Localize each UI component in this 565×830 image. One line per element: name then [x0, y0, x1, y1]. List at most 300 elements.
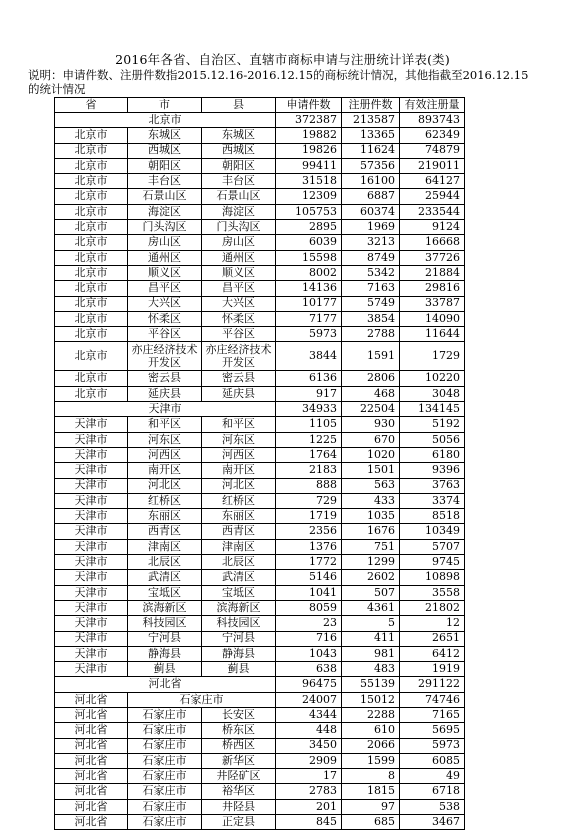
- registrations-cell: 3854: [342, 311, 400, 326]
- province-cell: 天津市: [55, 524, 128, 539]
- province-cell: 北京市: [55, 296, 128, 311]
- province-cell: 河北省: [55, 815, 128, 830]
- applications-cell: 372387: [276, 113, 342, 128]
- table-row: [55, 784, 465, 799]
- city-cell: 静海县: [128, 646, 202, 661]
- registrations-cell: 97: [342, 799, 400, 814]
- county-cell: 长安区: [202, 707, 276, 722]
- city-cell: 门头沟区: [128, 220, 202, 235]
- registrations-cell: 1676: [342, 524, 400, 539]
- registrations-cell: 1591: [342, 342, 400, 371]
- table-row: [55, 478, 465, 493]
- province-cell: 北京市: [55, 250, 128, 265]
- table-row: [55, 311, 465, 326]
- city-cell: 石家庄市: [128, 707, 202, 722]
- valid-registrations-cell: 10898: [400, 570, 465, 585]
- table-row: [55, 143, 465, 158]
- province-cell: 天津市: [55, 509, 128, 524]
- city-cell: 亦庄经济技术开发区: [128, 342, 202, 371]
- valid-registrations-cell: 219011: [400, 158, 465, 173]
- city-cell: 石景山区: [128, 189, 202, 204]
- valid-registrations-cell: 29816: [400, 281, 465, 296]
- table-row: [55, 616, 465, 631]
- city-cell: 石家庄市: [128, 784, 202, 799]
- registrations-cell: 8749: [342, 250, 400, 265]
- applications-cell: 5973: [276, 327, 342, 342]
- province-cell: 天津市: [55, 600, 128, 615]
- table-row: [55, 447, 465, 462]
- city-cell: 滨海新区: [128, 600, 202, 615]
- registrations-cell: 751: [342, 539, 400, 554]
- registrations-cell: 2602: [342, 570, 400, 585]
- subtotal-label: 石家庄市: [128, 692, 276, 707]
- county-cell: 东丽区: [202, 509, 276, 524]
- table-row: [55, 509, 465, 524]
- valid-registrations-cell: 9124: [400, 220, 465, 235]
- province-cell: 天津市: [55, 616, 128, 631]
- city-cell: 科技园区: [128, 616, 202, 631]
- valid-registrations-cell: 25944: [400, 189, 465, 204]
- table-row: [55, 677, 465, 692]
- province-cell: 北京市: [55, 174, 128, 189]
- city-cell: 石家庄市: [128, 753, 202, 768]
- valid-registrations-cell: 6412: [400, 646, 465, 661]
- valid-registrations-cell: 2651: [400, 631, 465, 646]
- city-cell: 红桥区: [128, 493, 202, 508]
- applications-cell: 1376: [276, 539, 342, 554]
- valid-registrations-cell: 62349: [400, 128, 465, 143]
- county-cell: 正定县: [202, 815, 276, 830]
- applications-cell: 34933: [276, 402, 342, 417]
- province-cell: 天津市: [55, 631, 128, 646]
- valid-registrations-cell: 6180: [400, 447, 465, 462]
- applications-cell: 3844: [276, 342, 342, 371]
- table-row: [55, 600, 465, 615]
- county-cell: 东城区: [202, 128, 276, 143]
- county-cell: 津南区: [202, 539, 276, 554]
- county-cell: 西青区: [202, 524, 276, 539]
- applications-cell: 14136: [276, 281, 342, 296]
- registrations-cell: 15012: [342, 692, 400, 707]
- county-cell: 静海县: [202, 646, 276, 661]
- city-cell: 南开区: [128, 463, 202, 478]
- valid-registrations-cell: 21884: [400, 265, 465, 280]
- province-cell: 河北省: [55, 753, 128, 768]
- province-cell: 河北省: [55, 707, 128, 722]
- province-cell: 河北省: [55, 692, 128, 707]
- city-cell: 和平区: [128, 417, 202, 432]
- province-cell: 天津市: [55, 463, 128, 478]
- valid-registrations-cell: 3558: [400, 585, 465, 600]
- table-row: [55, 174, 465, 189]
- city-cell: 宝坻区: [128, 585, 202, 600]
- applications-cell: 2909: [276, 753, 342, 768]
- valid-registrations-cell: 37726: [400, 250, 465, 265]
- registrations-cell: 1501: [342, 463, 400, 478]
- county-cell: 海淀区: [202, 204, 276, 219]
- city-cell: 通州区: [128, 250, 202, 265]
- province-cell: 天津市: [55, 493, 128, 508]
- applications-cell: 23: [276, 616, 342, 631]
- applications-cell: 1719: [276, 509, 342, 524]
- table-row: [55, 281, 465, 296]
- county-cell: 和平区: [202, 417, 276, 432]
- registrations-cell: 507: [342, 585, 400, 600]
- county-cell: 平谷区: [202, 327, 276, 342]
- applications-cell: 19882: [276, 128, 342, 143]
- city-cell: 顺义区: [128, 265, 202, 280]
- table-row: [55, 327, 465, 342]
- county-cell: 桥西区: [202, 738, 276, 753]
- valid-registrations-cell: 5973: [400, 738, 465, 753]
- applications-cell: 2356: [276, 524, 342, 539]
- valid-registrations-cell: 33787: [400, 296, 465, 311]
- valid-registrations-cell: 1729: [400, 342, 465, 371]
- province-cell: 北京市: [55, 204, 128, 219]
- city-cell: 北辰区: [128, 555, 202, 570]
- county-cell: 朝阳区: [202, 158, 276, 173]
- applications-cell: 1772: [276, 555, 342, 570]
- valid-registrations-cell: 3763: [400, 478, 465, 493]
- city-cell: 河北区: [128, 478, 202, 493]
- registrations-cell: 2288: [342, 707, 400, 722]
- valid-registrations-cell: 233544: [400, 204, 465, 219]
- applications-cell: 15598: [276, 250, 342, 265]
- valid-registrations-cell: 9745: [400, 555, 465, 570]
- applications-cell: 1041: [276, 585, 342, 600]
- table-row: [55, 296, 465, 311]
- applications-cell: 105753: [276, 204, 342, 219]
- applications-cell: 2183: [276, 463, 342, 478]
- registrations-cell: 1299: [342, 555, 400, 570]
- registrations-cell: 7163: [342, 281, 400, 296]
- province-cell: 河北省: [55, 799, 128, 814]
- city-cell: 平谷区: [128, 327, 202, 342]
- table-row: [55, 707, 465, 722]
- registrations-cell: 2806: [342, 371, 400, 386]
- table-row: [55, 402, 465, 417]
- county-cell: 武清区: [202, 570, 276, 585]
- valid-registrations-cell: 3467: [400, 815, 465, 830]
- table-row: [55, 113, 465, 128]
- header-city: 市: [128, 98, 202, 113]
- county-cell: 石景山区: [202, 189, 276, 204]
- subtotal-label: 天津市: [55, 402, 276, 417]
- city-cell: 西青区: [128, 524, 202, 539]
- header-registrations: 注册件数: [342, 98, 400, 113]
- page-title: 2016年各省、自治区、直辖市商标申请与注册统计详表(类): [115, 52, 450, 67]
- registrations-cell: 5: [342, 616, 400, 631]
- registrations-cell: 16100: [342, 174, 400, 189]
- table-row: [55, 692, 465, 707]
- city-cell: 石家庄市: [128, 738, 202, 753]
- registrations-cell: 411: [342, 631, 400, 646]
- valid-registrations-cell: 5707: [400, 539, 465, 554]
- city-cell: 石家庄市: [128, 815, 202, 830]
- registrations-cell: 60374: [342, 204, 400, 219]
- county-cell: 北辰区: [202, 555, 276, 570]
- registrations-cell: 2066: [342, 738, 400, 753]
- county-cell: 亦庄经济技术开发区: [202, 342, 276, 371]
- city-cell: 蓟县: [128, 662, 202, 677]
- applications-cell: 638: [276, 662, 342, 677]
- city-cell: 西城区: [128, 143, 202, 158]
- subtotal-label: 河北省: [55, 677, 276, 692]
- registrations-cell: 3213: [342, 235, 400, 250]
- applications-cell: 1225: [276, 432, 342, 447]
- province-cell: 天津市: [55, 478, 128, 493]
- registrations-cell: 685: [342, 815, 400, 830]
- registrations-cell: 610: [342, 723, 400, 738]
- applications-cell: 31518: [276, 174, 342, 189]
- county-cell: 科技园区: [202, 616, 276, 631]
- county-cell: 河西区: [202, 447, 276, 462]
- applications-cell: 12309: [276, 189, 342, 204]
- city-cell: 石家庄市: [128, 769, 202, 784]
- registrations-cell: 213587: [342, 113, 400, 128]
- valid-registrations-cell: 1919: [400, 662, 465, 677]
- registrations-cell: 4361: [342, 600, 400, 615]
- city-cell: 昌平区: [128, 281, 202, 296]
- city-cell: 延庆县: [128, 386, 202, 401]
- table-row: [55, 493, 465, 508]
- county-cell: 房山区: [202, 235, 276, 250]
- county-cell: 井陉矿区: [202, 769, 276, 784]
- province-cell: 河北省: [55, 784, 128, 799]
- registrations-cell: 5749: [342, 296, 400, 311]
- table-row: [55, 539, 465, 554]
- city-cell: 怀柔区: [128, 311, 202, 326]
- province-cell: 北京市: [55, 189, 128, 204]
- city-cell: 武清区: [128, 570, 202, 585]
- table-row: [55, 250, 465, 265]
- applications-cell: 8002: [276, 265, 342, 280]
- registrations-cell: 433: [342, 493, 400, 508]
- province-cell: 天津市: [55, 662, 128, 677]
- applications-cell: 1105: [276, 417, 342, 432]
- registrations-cell: 55139: [342, 677, 400, 692]
- county-cell: 西城区: [202, 143, 276, 158]
- province-cell: 北京市: [55, 281, 128, 296]
- valid-registrations-cell: 291122: [400, 677, 465, 692]
- province-cell: 北京市: [55, 128, 128, 143]
- province-cell: 天津市: [55, 447, 128, 462]
- county-cell: 井陉县: [202, 799, 276, 814]
- applications-cell: 96475: [276, 677, 342, 692]
- county-cell: 桥东区: [202, 723, 276, 738]
- table-row: [55, 738, 465, 753]
- province-cell: 北京市: [55, 311, 128, 326]
- table-row: [55, 646, 465, 661]
- province-cell: 天津市: [55, 585, 128, 600]
- province-cell: 北京市: [55, 386, 128, 401]
- valid-registrations-cell: 6718: [400, 784, 465, 799]
- registrations-cell: 2788: [342, 327, 400, 342]
- county-cell: 密云县: [202, 371, 276, 386]
- header-applications: 申请件数: [276, 98, 342, 113]
- table-row: [55, 723, 465, 738]
- valid-registrations-cell: 3374: [400, 493, 465, 508]
- province-cell: 河北省: [55, 738, 128, 753]
- county-cell: 大兴区: [202, 296, 276, 311]
- trademark-stats-table: [54, 97, 465, 830]
- city-cell: 房山区: [128, 235, 202, 250]
- city-cell: 密云县: [128, 371, 202, 386]
- province-cell: 北京市: [55, 327, 128, 342]
- city-cell: 东城区: [128, 128, 202, 143]
- table-row: [55, 204, 465, 219]
- valid-registrations-cell: 74746: [400, 692, 465, 707]
- applications-cell: 6039: [276, 235, 342, 250]
- table-row: [55, 570, 465, 585]
- county-cell: 延庆县: [202, 386, 276, 401]
- province-cell: 北京市: [55, 220, 128, 235]
- valid-registrations-cell: 64127: [400, 174, 465, 189]
- valid-registrations-cell: 8518: [400, 509, 465, 524]
- valid-registrations-cell: 21802: [400, 600, 465, 615]
- county-cell: 南开区: [202, 463, 276, 478]
- valid-registrations-cell: 6085: [400, 753, 465, 768]
- table-row: [55, 417, 465, 432]
- city-cell: 河东区: [128, 432, 202, 447]
- table-row: [55, 815, 465, 830]
- city-cell: 东丽区: [128, 509, 202, 524]
- table-row: [55, 524, 465, 539]
- province-cell: 天津市: [55, 646, 128, 661]
- applications-cell: 24007: [276, 692, 342, 707]
- valid-registrations-cell: 5695: [400, 723, 465, 738]
- province-cell: 天津市: [55, 555, 128, 570]
- city-cell: 河西区: [128, 447, 202, 462]
- applications-cell: 99411: [276, 158, 342, 173]
- registrations-cell: 468: [342, 386, 400, 401]
- county-cell: 河东区: [202, 432, 276, 447]
- table-row: [55, 371, 465, 386]
- valid-registrations-cell: 5192: [400, 417, 465, 432]
- header-province: 省: [55, 98, 128, 113]
- applications-cell: 2783: [276, 784, 342, 799]
- table-row: [55, 220, 465, 235]
- county-cell: 河北区: [202, 478, 276, 493]
- valid-registrations-cell: 10349: [400, 524, 465, 539]
- table-row: [55, 342, 465, 371]
- province-cell: 天津市: [55, 417, 128, 432]
- valid-registrations-cell: 49: [400, 769, 465, 784]
- province-cell: 天津市: [55, 570, 128, 585]
- table-row: [55, 386, 465, 401]
- table-header-row: [55, 98, 465, 113]
- applications-cell: 3450: [276, 738, 342, 753]
- city-cell: 朝阳区: [128, 158, 202, 173]
- province-cell: 北京市: [55, 143, 128, 158]
- applications-cell: 1764: [276, 447, 342, 462]
- registrations-cell: 483: [342, 662, 400, 677]
- province-cell: 河北省: [55, 769, 128, 784]
- header-county: 县: [202, 98, 276, 113]
- city-cell: 丰台区: [128, 174, 202, 189]
- table-row: [55, 235, 465, 250]
- table-row: [55, 432, 465, 447]
- province-cell: 北京市: [55, 235, 128, 250]
- valid-registrations-cell: 5056: [400, 432, 465, 447]
- applications-cell: 6136: [276, 371, 342, 386]
- applications-cell: 729: [276, 493, 342, 508]
- province-cell: 北京市: [55, 342, 128, 371]
- applications-cell: 17: [276, 769, 342, 784]
- explanation-note: 说明：申请件数、注册件数指2015.12.16-2016.12.15的商标统计情况，其他指截至2016.12.15的统计情况: [28, 68, 529, 96]
- applications-cell: 7177: [276, 311, 342, 326]
- valid-registrations-cell: 134145: [400, 402, 465, 417]
- registrations-cell: 22504: [342, 402, 400, 417]
- city-cell: 宁河县: [128, 631, 202, 646]
- valid-registrations-cell: 893743: [400, 113, 465, 128]
- applications-cell: 10177: [276, 296, 342, 311]
- applications-cell: 201: [276, 799, 342, 814]
- table-row: [55, 799, 465, 814]
- county-cell: 新华区: [202, 753, 276, 768]
- registrations-cell: 6887: [342, 189, 400, 204]
- applications-cell: 448: [276, 723, 342, 738]
- subtotal-label: 北京市: [55, 113, 276, 128]
- table-row: [55, 753, 465, 768]
- county-cell: 宝坻区: [202, 585, 276, 600]
- registrations-cell: 1969: [342, 220, 400, 235]
- applications-cell: 888: [276, 478, 342, 493]
- city-cell: 石家庄市: [128, 799, 202, 814]
- valid-registrations-cell: 11644: [400, 327, 465, 342]
- valid-registrations-cell: 9396: [400, 463, 465, 478]
- province-cell: 天津市: [55, 432, 128, 447]
- county-cell: 丰台区: [202, 174, 276, 189]
- county-cell: 宁河县: [202, 631, 276, 646]
- applications-cell: 4344: [276, 707, 342, 722]
- registrations-cell: 670: [342, 432, 400, 447]
- province-cell: 河北省: [55, 723, 128, 738]
- applications-cell: 917: [276, 386, 342, 401]
- registrations-cell: 8: [342, 769, 400, 784]
- table-row: [55, 463, 465, 478]
- table-row: [55, 555, 465, 570]
- table-body: [55, 113, 465, 830]
- valid-registrations-cell: 14090: [400, 311, 465, 326]
- table-row: [55, 631, 465, 646]
- applications-cell: 19826: [276, 143, 342, 158]
- city-cell: 海淀区: [128, 204, 202, 219]
- registrations-cell: 981: [342, 646, 400, 661]
- county-cell: 滨海新区: [202, 600, 276, 615]
- county-cell: 昌平区: [202, 281, 276, 296]
- province-cell: 北京市: [55, 158, 128, 173]
- table-row: [55, 158, 465, 173]
- county-cell: 红桥区: [202, 493, 276, 508]
- province-cell: 北京市: [55, 371, 128, 386]
- city-cell: 大兴区: [128, 296, 202, 311]
- table-row: [55, 585, 465, 600]
- valid-registrations-cell: 74879: [400, 143, 465, 158]
- table-row: [55, 662, 465, 677]
- registrations-cell: 13365: [342, 128, 400, 143]
- table-row: [55, 769, 465, 784]
- valid-registrations-cell: 10220: [400, 371, 465, 386]
- applications-cell: 5146: [276, 570, 342, 585]
- table-row: [55, 189, 465, 204]
- applications-cell: 1043: [276, 646, 342, 661]
- county-cell: 顺义区: [202, 265, 276, 280]
- province-cell: 天津市: [55, 539, 128, 554]
- registrations-cell: 1020: [342, 447, 400, 462]
- registrations-cell: 57356: [342, 158, 400, 173]
- valid-registrations-cell: 12: [400, 616, 465, 631]
